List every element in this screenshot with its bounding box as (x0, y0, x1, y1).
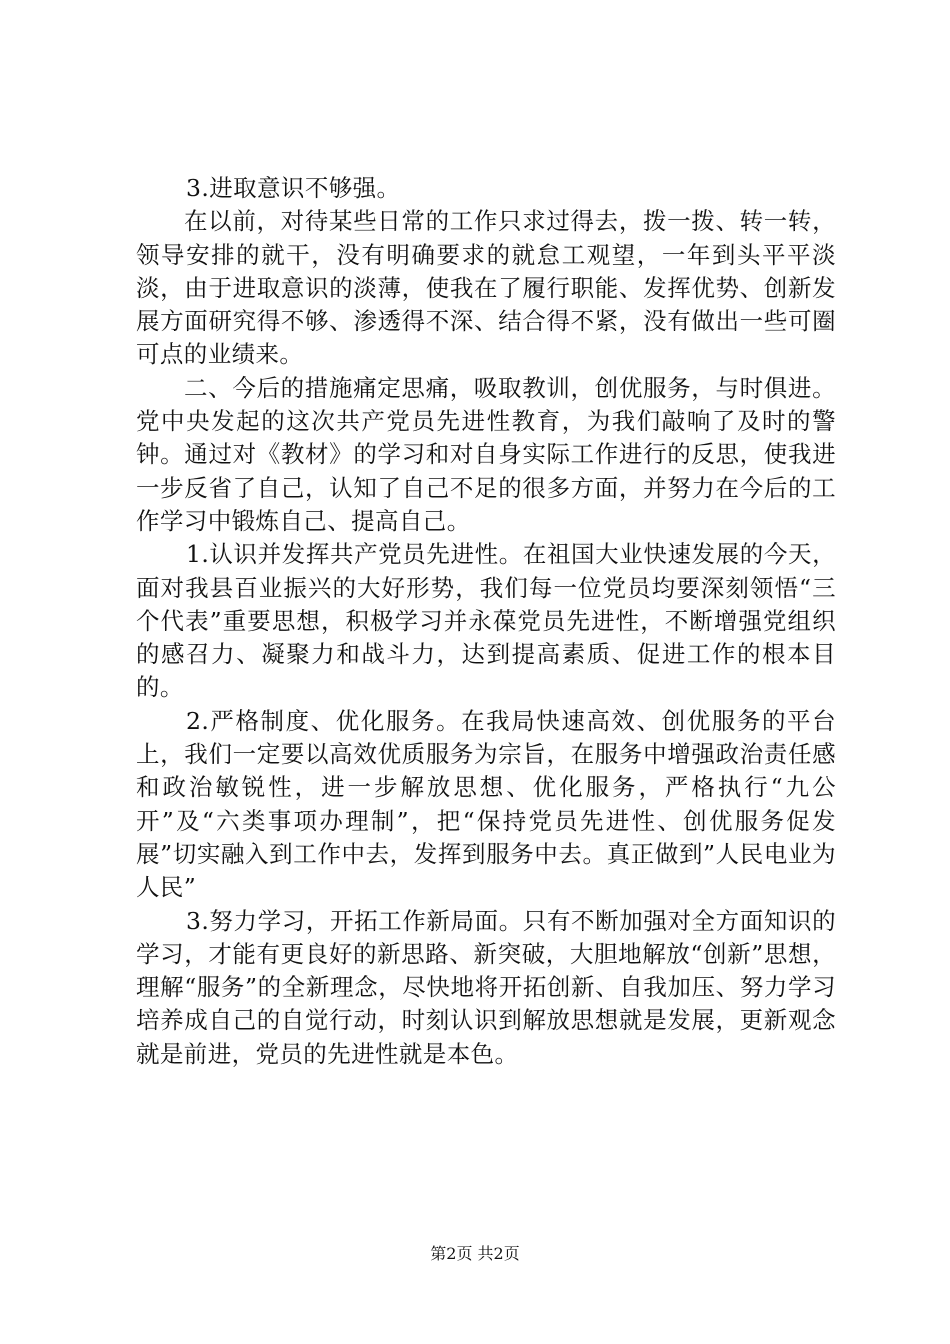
paragraph-item-3: 3.努力学习，开拓工作新局面。只有不断加强对全方面知识的学习，才能有更良好的新思路、新突破，大胆地解放“创新”思想，理解“服务”的全新理念，尽快地将开拓创新、自我加压、努力学习培养成自己的自觉行动，时刻认识到解放思想就是发展，更新观念就是前进，党员的先进性就是本色。 (136, 906, 836, 1068)
document-body (136, 172, 836, 1071)
paragraph-item-1: 1.认识并发挥共产党员先进性。在祖国大业快速发展的今天，面对我县百业振兴的大好形势，我们每一位党员均要深刻领悟“三个代表”重要思想，积极学习并永葆党员先进性，不断增强党组织的感召力、凝聚力和战斗力，达到提高素质、促进工作的根本目的。 (136, 540, 836, 702)
page-number-footer: 第2页 共2页 (430, 1244, 520, 1263)
paragraph-body: 在以前，对待某些日常的工作只求过得去，拨一拨、转一转，领导安排的就干，没有明确要求的就怠工观望，一年到头平平淡淡，由于进取意识的淡薄，使我在了履行职能、发挥优势、创新发展方面研究得不够、渗透得不深、结合得不紧，没有做出一些可圈可点的业绩来。 (136, 207, 836, 369)
paragraph-section-two: 二、今后的措施痛定思痛，吸取教训，创优服务，与时俱进。党中央发起的这次共产党员先进性教育，为我们敲响了及时的警钟。通过对《教材》的学习和对自身实际工作进行的反思，使我进一步反省了自己，认知了自己不足的很多方面，并努力在今后的工作学习中锻炼自己、提高自己。 (136, 373, 836, 535)
paragraph-item-2: 2.严格制度、优化服务。在我局快速高效、创优服务的平台上，我们一定要以高效优质服务为宗旨，在服务中增强政治责任感和政治敏锐性，进一步解放思想、优化服务，严格执行“九公开”及“六类事项办理制”，把“保持党员先进性、创优服务促发展”切实融入到工作中去，发挥到服务中去。真正做到”人民电业为人民” (136, 706, 836, 902)
paragraph-item-3-heading: 3.进取意识不够强。 (186, 174, 401, 202)
